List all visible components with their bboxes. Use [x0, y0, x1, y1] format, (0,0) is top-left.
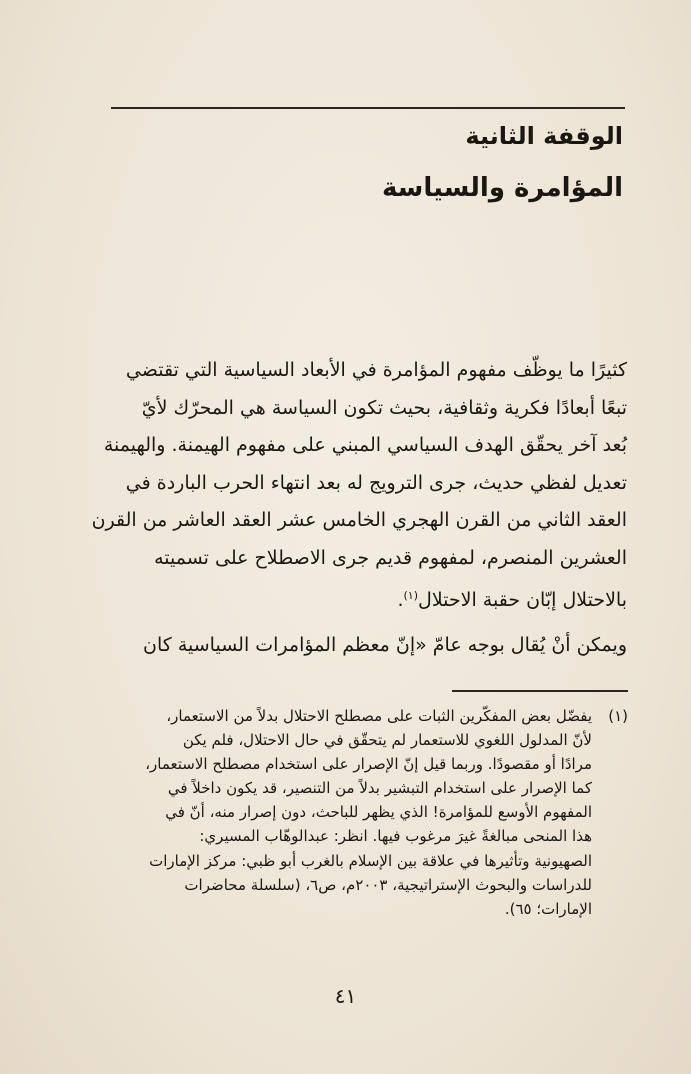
body-line: ويمكن أنْ يُقال بوجه عامّ «إنّ معظم المؤامرات السياسية كان [143, 633, 627, 656]
footnote-rule [452, 690, 628, 692]
body-line: كثيرًا ما يوظّف مفهوم المؤامرة في الأبعاد السياسية التي تقتضي [125, 359, 627, 381]
section-title: الوقفة الثانية [465, 122, 623, 150]
footnote-line: هذا المنحى مبالغةً غيرَ مرغوب فيها. انظر: عبدالوهّاب المسيري: [199, 827, 592, 846]
footnote-text [68, 704, 592, 921]
body-line: العشرين المنصرم، لمفهوم قديم جرى الاصطلاح على تسميته [154, 546, 627, 569]
footnote-line: لأنّ المدلول اللغوي للاستعمار لم يتحقّق في حال الاحتلال، فلم يكن [182, 731, 592, 750]
footnote-line: كما الإصرار على استخدام التبشير بدلاً من التنصير، قد يكون داخلاً في [167, 779, 592, 798]
section-subtitle: المؤامرة والسياسة [382, 173, 623, 203]
footnote-number: (١) [608, 707, 628, 725]
footnote-marker: (١) [403, 589, 419, 602]
body-line: العقد الثاني من القرن الهجري الخامس عشر العقد العاشر من القرن [91, 509, 627, 531]
footnote-line: الإمارات؛ ٦٥). [504, 899, 592, 918]
body-line-text: بالاحتلال إبّان حقبة الاحتلال [418, 589, 627, 611]
sentence-end: . [397, 589, 404, 611]
footnote [68, 704, 628, 921]
footnote-line: المفهوم الأوسع للمؤامرة! الذي يظهر للباحث، دون إصرار منه، أنّ في [165, 803, 592, 822]
body-line: بُعد آخر يحقّق الهدف السياسي المبني على مفهوم الهيمنة. والهيمنة [103, 434, 627, 456]
footnote-line: يفضّل بعض المفكّرين الثبات على مصطلح الاحتلال بدلاً من الاستعمار، [166, 707, 592, 725]
body-line: تبعًا أبعادًا فكرية وثقافية، بحيث تكون السياسة هي المحرّك لأيّ [141, 396, 627, 419]
page-number: ٤١ [334, 984, 357, 1008]
body-line: تعديل لفظي حديث، جرى الترويج له بعد انتهاء الحرب الباردة في [125, 471, 627, 494]
top-rule [111, 107, 625, 109]
footnote-line: الصهيونية وتأثيرها في علاقة بين الإسلام بالغرب أبو ظبي: مركز الإمارات [149, 851, 592, 870]
body-line-last [72, 577, 627, 615]
body-text [72, 352, 627, 664]
footnote-line: مرادًا أو مقصودًا. وربما قيل إنّ الإصرار على استخدام مصطلح الاستعمار، [145, 755, 592, 774]
footnote-line: للدراسات والبحوث الإستراتيجية، ٢٠٠٣م، ص٦، (سلسلة محاضرات [184, 875, 592, 894]
